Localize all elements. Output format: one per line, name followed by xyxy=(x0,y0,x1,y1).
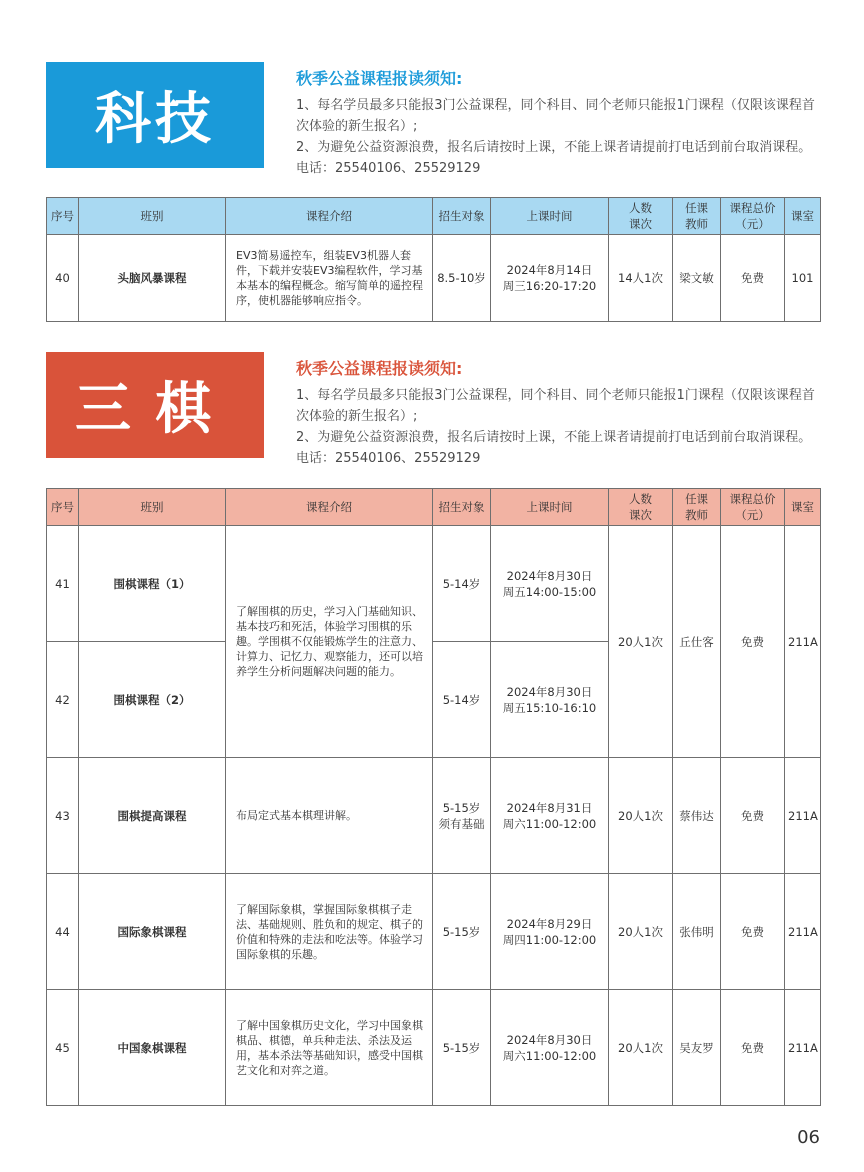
table-row xyxy=(47,874,821,990)
header-price: 课程总价 （元） xyxy=(721,198,785,235)
header-capacity: 人数 课次 xyxy=(609,198,673,235)
header-teacher: 任课 教师 xyxy=(673,489,721,526)
table-row xyxy=(47,758,821,874)
table-row xyxy=(47,990,821,1106)
header-time: 上课时间 xyxy=(491,489,609,526)
chess-notice-item-2: 2、为避免公益资源浪费，报名后请按时上课，不能上课者请提前打电话到前台取消课程。电话：25540106、25529129 xyxy=(296,430,812,466)
row-no: 42 xyxy=(47,642,79,758)
row-target: 8.5-10岁 xyxy=(433,235,491,322)
row-room: 211A xyxy=(785,758,821,874)
row-time: 2024年8月31日 周六11:00-12:00 xyxy=(491,758,609,874)
row-intro: 布局定式基本棋理讲解。 xyxy=(226,758,433,874)
row-no: 40 xyxy=(47,235,79,322)
row-capacity: 14人1次 xyxy=(609,235,673,322)
row-name: 中国象棋课程 xyxy=(79,990,226,1106)
row-name: 围棋提高课程 xyxy=(79,758,226,874)
row-name: 头脑风暴课程 xyxy=(79,235,226,322)
row-time: 2024年8月14日 周三16:20-17:20 xyxy=(491,235,609,322)
row-price: 免费 xyxy=(721,235,785,322)
row-price: 免费 xyxy=(721,874,785,990)
go-capacity: 20人1次 xyxy=(609,526,673,758)
row-name: 围棋课程（2） xyxy=(79,642,226,758)
row-capacity: 20人1次 xyxy=(609,874,673,990)
chess-table-header xyxy=(47,489,821,526)
row-no: 45 xyxy=(47,990,79,1106)
tech-banner: 科技 xyxy=(46,62,264,168)
header-target: 招生对象 xyxy=(433,198,491,235)
header-name: 班别 xyxy=(79,489,226,526)
row-teacher: 蔡伟达 xyxy=(673,758,721,874)
row-teacher: 梁文敏 xyxy=(673,235,721,322)
row-target: 5-14岁 xyxy=(433,526,491,642)
chess-notice xyxy=(296,358,822,469)
row-teacher: 张伟明 xyxy=(673,874,721,990)
row-teacher: 吴友罗 xyxy=(673,990,721,1106)
table-row xyxy=(47,526,821,642)
row-room: 211A xyxy=(785,990,821,1106)
header-name: 班别 xyxy=(79,198,226,235)
row-target: 5-15岁 xyxy=(433,874,491,990)
row-target: 5-15岁 须有基础 xyxy=(433,758,491,874)
chess-notice-item-1: 1、每名学员最多只能报3门公益课程，同个科目、同个老师只能报1门课程（仅限该课程首次体验的新生报名）; xyxy=(296,388,815,424)
header-room: 课室 xyxy=(785,489,821,526)
row-target: 5-15岁 xyxy=(433,990,491,1106)
chess-banner: 三棋 xyxy=(46,352,264,458)
tech-notice-title: 秋季公益课程报读须知: xyxy=(296,69,463,88)
row-intro: 了解国际象棋，掌握国际象棋棋子走法、基础规则、胜负和的规定、棋子的价值和特殊的走法和吃法等。体验学习国际象棋的乐趣。 xyxy=(226,874,433,990)
tech-course-table xyxy=(46,197,821,322)
go-price: 免费 xyxy=(721,526,785,758)
header-room: 课室 xyxy=(785,198,821,235)
header-price: 课程总价 （元） xyxy=(721,489,785,526)
chess-course-table xyxy=(46,488,821,1106)
row-name: 国际象棋课程 xyxy=(79,874,226,990)
row-room: 211A xyxy=(785,874,821,990)
row-time: 2024年8月29日 周四11:00-12:00 xyxy=(491,874,609,990)
go-room: 211A xyxy=(785,526,821,758)
row-capacity: 20人1次 xyxy=(609,990,673,1106)
page-number: 06 xyxy=(797,1127,820,1148)
go-teacher: 丘仕客 xyxy=(673,526,721,758)
row-price: 免费 xyxy=(721,758,785,874)
header-no: 序号 xyxy=(47,198,79,235)
row-intro: EV3简易遥控车，组装EV3机器人套件，下载并安装EV3编程软件，学习基本基本的编程概念。缩写简单的遥控程序，使机器能够响应指令。 xyxy=(226,235,433,322)
header-teacher: 任课 教师 xyxy=(673,198,721,235)
row-no: 41 xyxy=(47,526,79,642)
header-target: 招生对象 xyxy=(433,489,491,526)
tech-table-header xyxy=(47,198,821,235)
header-capacity: 人数 课次 xyxy=(609,489,673,526)
tech-notice xyxy=(296,68,822,179)
row-price: 免费 xyxy=(721,990,785,1106)
row-no: 43 xyxy=(47,758,79,874)
row-time: 2024年8月30日 周五14:00-15:00 xyxy=(491,526,609,642)
row-intro: 了解中国象棋历史文化，学习中国象棋棋品、棋德，单兵种走法、杀法及运用，基本杀法等基础知识，感受中国棋艺文化和对弈之道。 xyxy=(226,990,433,1106)
header-intro: 课程介绍 xyxy=(226,198,433,235)
go-intro: 了解围棋的历史，学习入门基础知识、基本技巧和死活，体验学习围棋的乐趣。学围棋不仅能锻炼学生的注意力、计算力、记忆力、观察能力，还可以培养学生分析问题解决问题的能力。 xyxy=(226,526,433,758)
row-name: 围棋课程（1） xyxy=(79,526,226,642)
table-row xyxy=(47,235,821,322)
row-capacity: 20人1次 xyxy=(609,758,673,874)
header-no: 序号 xyxy=(47,489,79,526)
header-intro: 课程介绍 xyxy=(226,489,433,526)
chess-notice-title: 秋季公益课程报读须知: xyxy=(296,359,463,378)
tech-notice-item-1: 1、每名学员最多只能报3门公益课程，同个科目、同个老师只能报1门课程（仅限该课程首次体验的新生报名）; xyxy=(296,98,815,134)
row-target: 5-14岁 xyxy=(433,642,491,758)
row-room: 101 xyxy=(785,235,821,322)
row-no: 44 xyxy=(47,874,79,990)
tech-notice-item-2: 2、为避免公益资源浪费，报名后请按时上课，不能上课者请提前打电话到前台取消课程。电话：25540106、25529129 xyxy=(296,140,812,176)
row-time: 2024年8月30日 周六11:00-12:00 xyxy=(491,990,609,1106)
header-time: 上课时间 xyxy=(491,198,609,235)
row-time: 2024年8月30日 周五15:10-16:10 xyxy=(491,642,609,758)
